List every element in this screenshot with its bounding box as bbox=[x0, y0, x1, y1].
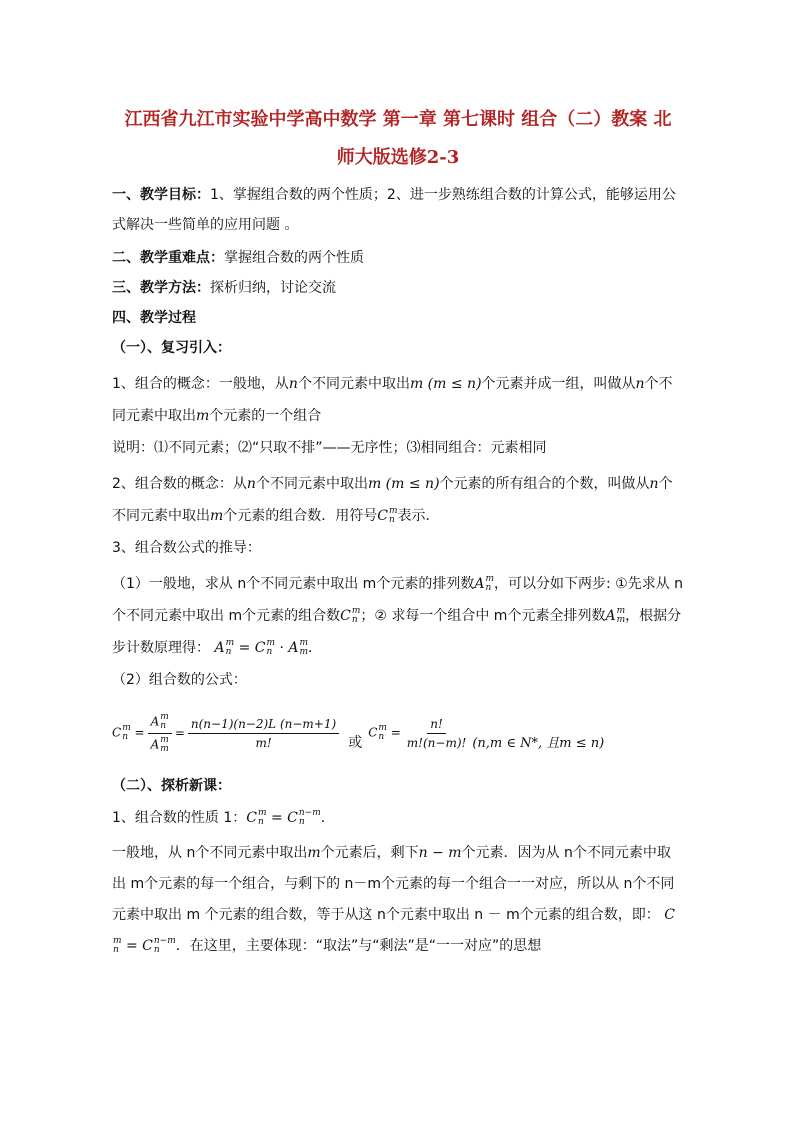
text-run: 个元素的所有组合的个数，叫做从 bbox=[439, 476, 650, 492]
fraction-falling-factorial bbox=[188, 717, 339, 750]
math-C-n-m: C m n bbox=[377, 506, 398, 525]
math-m: m bbox=[210, 508, 224, 524]
text-run: ．在这里，主要体现：“取法”与“剩法”是“一一对应”的思想 bbox=[175, 938, 542, 954]
fraction-denominator: m!(n−m)! bbox=[406, 735, 467, 750]
document-title bbox=[110, 101, 686, 177]
section-label: 三、教学方法： bbox=[112, 280, 210, 296]
text-run: 2、组合数的概念：从 bbox=[112, 476, 247, 492]
text-run: 个不同元素中取出 bbox=[297, 376, 410, 392]
math-n: n bbox=[246, 476, 256, 492]
section-label: 二、教学重难点： bbox=[112, 250, 224, 266]
paragraph-formula-derivation: 3、组合数公式的推导： bbox=[112, 540, 261, 556]
text-run: ，可以分如下两步: ①先求从 n个不同元素中取出 m个元素的组合数 bbox=[112, 576, 684, 624]
paragraph-formula-heading: （2）组合数的公式： bbox=[112, 672, 247, 688]
paragraph-property-1 bbox=[112, 808, 684, 828]
math-A-n-m: A m n bbox=[474, 574, 494, 593]
subsection-new-lesson: （二）、探析新课： bbox=[112, 778, 231, 794]
formula-condition: (n,m ∈ N*, 且m ≤ n) bbox=[472, 735, 605, 751]
section-process: 四、教学过程 bbox=[112, 310, 196, 326]
text-run: 表示． bbox=[397, 508, 440, 524]
math-n: n bbox=[635, 376, 645, 392]
paragraph-combination-concept bbox=[112, 368, 684, 432]
math-C-n-m: C m n = bbox=[368, 723, 401, 742]
section-text: 探析归纳，讨论交流 bbox=[210, 280, 336, 296]
math-C-n-m: C m n = bbox=[112, 723, 145, 742]
math-property-equation: C m n = C n−m n bbox=[113, 907, 675, 955]
text-run: 个元素并成一组，叫做从 bbox=[481, 376, 636, 392]
title-line-1: 江西省九江市实验中学高中数学 第一章 第七课时 组合（二）教案 北 bbox=[124, 109, 672, 130]
subsection-review: （一）、复习引入： bbox=[112, 340, 231, 356]
text-run: ． bbox=[320, 810, 335, 826]
fraction-factorial bbox=[404, 717, 470, 750]
section-label: 一、教学目标： bbox=[112, 187, 210, 203]
paragraph-property-explanation bbox=[112, 838, 684, 962]
math-m-condition: m (m ≤ n) bbox=[409, 376, 482, 392]
math-C-n-m: C m n bbox=[340, 606, 361, 625]
document-body bbox=[112, 180, 684, 966]
text-run: 1、组合数的性质 1： bbox=[112, 810, 247, 826]
text-run: 1、组合的概念：一般地，从 bbox=[112, 376, 289, 392]
or-text: 或 bbox=[348, 735, 363, 751]
text-run: 个不同元素中取出 bbox=[255, 476, 368, 492]
math-m-condition: m (m ≤ n) bbox=[367, 476, 440, 492]
section-text: 1、掌握组合数的两个性质；2、进一步熟练组合数的计算公式，能够运用公式解决一些简单的应用问题 。 bbox=[112, 187, 676, 233]
text-run: 个元素的组合数．用符号 bbox=[223, 508, 378, 524]
paragraph-note: 说明：⑴不同元素；⑵“只取不排”——无序性；⑶相同组合：元素相同 bbox=[112, 440, 547, 456]
fraction-numerator: n(n−1)(n−2)L (n−m+1) bbox=[188, 717, 339, 734]
title-line-2: 师大版选修2-3 bbox=[336, 147, 460, 168]
text-run: 个元素的一个组合 bbox=[209, 408, 322, 424]
math-n: n bbox=[649, 476, 659, 492]
text-run: ，根据分步计数原理得： bbox=[112, 608, 682, 656]
math-product-rule: A m n = C m n · A m m bbox=[214, 638, 309, 657]
text-run: 个不同元素中取出 bbox=[112, 476, 673, 524]
text-run: 一般地，从 n个不同元素中取出 bbox=[112, 845, 308, 861]
text-run: ；② 求每一个组合中 m个元素全排列数 bbox=[360, 608, 606, 624]
combination-formula bbox=[112, 700, 684, 766]
section-text: 掌握组合数的两个性质 bbox=[224, 250, 364, 266]
paragraph-combination-number bbox=[112, 468, 684, 532]
section-objectives bbox=[112, 180, 684, 240]
paragraph-derivation-steps bbox=[112, 568, 684, 664]
fraction-numerator: n! bbox=[427, 717, 446, 734]
fraction-denominator: m! bbox=[255, 735, 272, 750]
math-property-equation: C m n = C n−m n bbox=[246, 808, 321, 827]
text-run: 个不同元素中取出 bbox=[112, 376, 673, 424]
text-run: ． bbox=[308, 640, 323, 656]
math-n-minus-m: n − m bbox=[418, 845, 462, 861]
section-methods bbox=[112, 278, 684, 298]
text-run: 个元素．因为从 n个不同元素中取出 m个元素的每一个组合，与剩下的 n－m个元素的每一个组合一一对应，所以从 n个不同元素中取出 m 个元素的组合数，等于从这 n个元素中取出 n － m个元素的组合数，即： bbox=[112, 845, 675, 923]
math-m: m bbox=[196, 408, 210, 424]
equals-sign: = bbox=[174, 726, 185, 740]
text-run: 个元素后，剩下 bbox=[320, 845, 419, 861]
math-m: m bbox=[307, 845, 321, 861]
section-key-points bbox=[112, 248, 684, 268]
math-n: n bbox=[288, 376, 298, 392]
fraction-A-over-A: A m n A m m bbox=[148, 713, 172, 754]
math-A-m-m: A m m bbox=[605, 606, 626, 625]
text-run: （1）一般地，求从 n个不同元素中取出 m个元素的排列数 bbox=[112, 576, 475, 592]
